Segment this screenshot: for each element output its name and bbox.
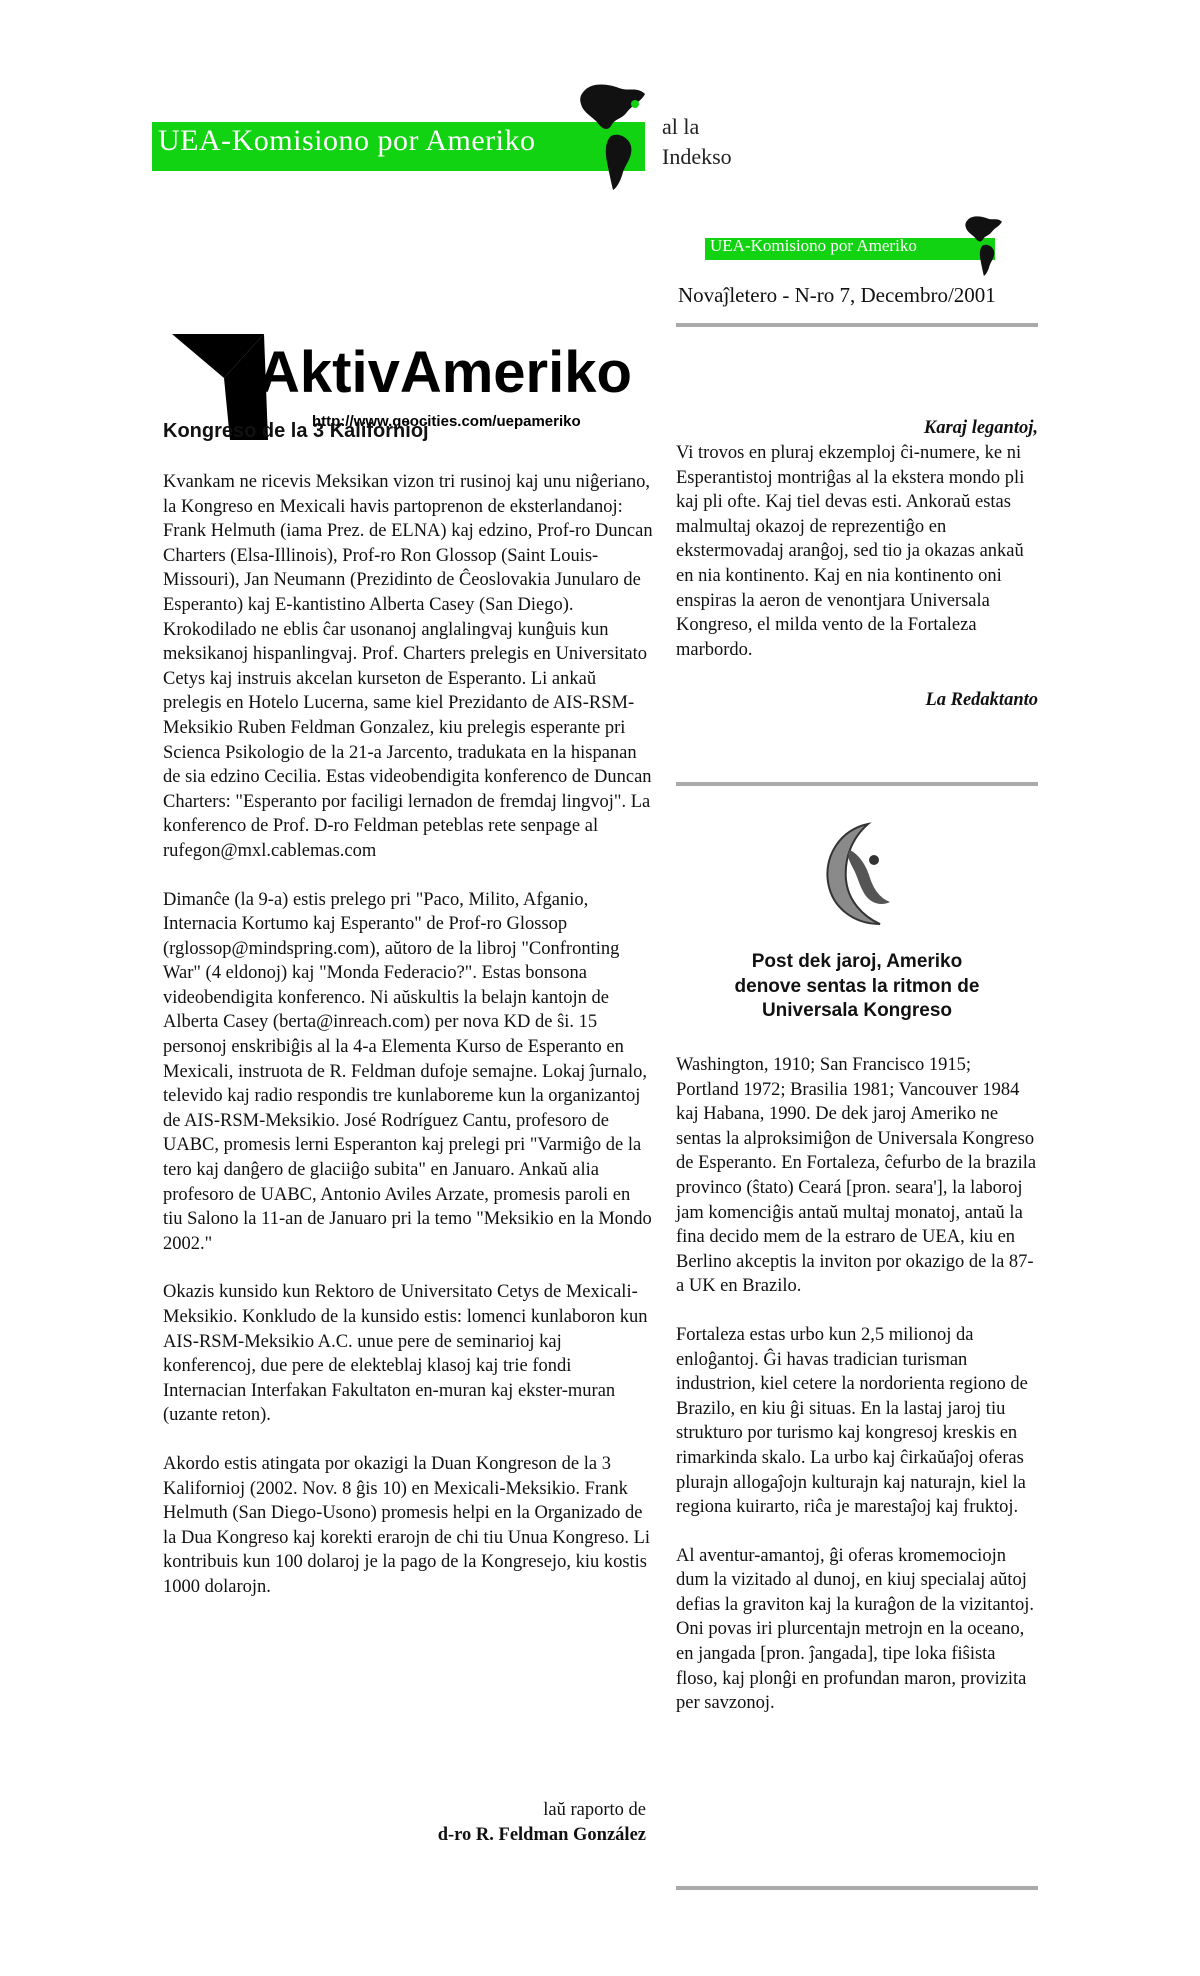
editor-signature: La Redaktanto [925, 690, 1038, 710]
crescent-moon-logo-icon [810, 820, 902, 930]
post-headline [676, 950, 1038, 1024]
left-article [163, 470, 653, 1624]
right-article [676, 1053, 1038, 1740]
small-banner-title: UEA-Komisiono por Ameriko [710, 236, 917, 255]
left-headline: Kongreso de la 3 Kalifornioj [163, 420, 429, 442]
editorial-text: Vi trovos en pluraj ekzemploj ĉi-numere, ke ni Esperantistoj montriĝas al la ekstera mondo pli kaj pli ofte. Kaj tiel devas esti. Ankoraŭ estas malmultaj okazoj de reprezentiĝo en ekstermovadaj aranĝoj, sed tio ja okazas ankaŭ en nia kontinento. Kaj en nia kontinento oni enspiras la aeron de venontjara Universala Kongreso, el milda vento de la Fortaleza marbordo. [676, 443, 1025, 660]
divider-rule [676, 323, 1038, 327]
left-paragraph: Akordo estis atingata por okazigi la Duan Kongreson de la 3 Kalifornioj (2002. Nov. 8 ĝis 10) en Mexicali-Meksikio. Frank Helmuth (San Diego-Usono) promesis helpi en la Organizado de la Dua Kongreso kaj korekti erarojn de chi tiu Unua Kongreso. Li kontribuis kun 100 dolaroj je la pago de la Kongresejo, kiu kostis 1000 dolarojn. [163, 1453, 651, 1597]
right-paragraph: Washington, 1910; San Francisco 1915; Portland 1972; Brasilia 1981; Vancouver 1984 kaj Habana, 1990. De dek jaroj Ameriko ne sentas la alproksimiĝon de Universala Kongreso de Esperanto. En Fortaleza, ĉefurbo de la brazila provinco (ŝtato) Ceará [pron. seara'], la laboroj jam komenciĝis antaŭ multaj monatoj, antaŭ la fina decido mem de la estraro de UEA, kiu en Berlino akceptis la inviton por okazigo de la 87-a UK en Brazilo. [676, 1055, 1037, 1297]
banner-title: UEA-Komisiono por Ameriko [158, 124, 536, 157]
post-headline-line: Universala Kongreso [761, 1000, 953, 1021]
report-author: d-ro R. Feldman González [437, 1825, 646, 1845]
right-paragraph: Fortaleza estas urbo kun 2,5 milionoj da enloĝantoj. Ĝi havas tradician turisman industrion, kiel cetere la nordorienta regiono de Brazilo, en kiu ĝi situas. En la lastaj jaroj tiu strukturo por turismo kaj kongresoj kreskis en rimarkinda skalo. La urbo kaj ĉirkaŭaĵoj oferas plurajn allogaĵojn kulturajn kaj naturajn, kiel la regiona kuirarto, riĉa je marestaĵoj kaj fruktoj. [676, 1324, 1028, 1518]
report-line: laŭ raporto de [543, 1800, 646, 1820]
left-paragraph: Dimanĉe (la 9-a) estis prelego pri "Paco, Milito, Afganio, Internacia Kortumo kaj Esperanto" de Prof-ro Glossop (rglossop@mindspring.com), aŭtoro de la libroj "Confronting War" (4 eldonoj) kaj "Monda Federacio?". Estas bonsona videobendigita konferenco. Ni aŭskultis la belajn kantojn de Alberta Casey (berta@inreach.com) per nova KD de ŝi. 15 personoj enskribiĝis al la 4-a Elementa Kurso de Esperanto en Mexicali, instruota de R. Feldman dufoje semajne. Lokaj ĵurnalo, televido kaj radio respondis tre kunlaboreme kun la organizantoj de AIS-RSM-Meksikio. José Rodríguez Cantu, profesoro de UABC, promesis lerni Esperanton kaj prelegi pri "Varmiĝo de la tero kaj danĝero de glaciiĝo subita" en Januaro. Ankaŭ alia profesoro de UABC, Antonio Aviles Arzate, promesis paroli en tiu Salono la 11-an de Januaro pri la temo "Meksikio en la Mondo 2002." [163, 889, 652, 1254]
right-paragraph: Al aventur-amantoj, ĝi oferas kromemociojn dum la vizitado al dunoj, en kiuj specialaj aŭtoj defias la graviton kaj la kuraĝon de la vizitantoj. Oni povas iri plurcentajn metrojn en la oceano, en jangada [pron. ĵangada], tipe loka fiŝista floso, kaj plonĝi en profundan maron, provizita per savzonoj. [676, 1545, 1035, 1714]
banner-side-line1: al la [662, 114, 700, 139]
masthead-name: AktivAmeriko [258, 340, 632, 405]
left-paragraph: Kvankam ne ricevis Meksikan vizon tri rusinoj kaj unu niĝeriano, la Kongreso en Mexicali havis partoprenon de eksterlandanoj: Frank Helmuth (iama Prez. de ELNA) kaj edzino, Prof-ro Duncan Charters (Elsa-Illinois), Prof-ro Ron Glossop (Saint Louis-Missouri), Jan Neumann (Prezidinto de Ĉeoslovakia Junularo de Esperanto) kaj E-kantistino Alberta Casey (San Diego). Krokodilado ne eblis ĉar usonanoj anglalingvaj kunĝuis kun meksikanoj hispanlingvaj. Prof. Charters prelegis en Universitato Cetys kaj instruis akcelan kurseton de Esperanto. Li ankaŭ prelegis en Hotelo Lucerna, same kiel Prezidanto de AIS-RSM-Meksikio Ruben Feldman Gonzalez, kiu prelegis esperante pri Scienca Psikologio de la 21-a Jarcento, tradukata en la hispanan de sia edzino Cecilia. Estas videobendigita konferenco de Duncan Charters: "Esperanto por faciligi lernadon de fremdaj lingvoj". La konferenco de Prof. D-ro Feldman peteblas rete senpage al rufegon@mxl.cablemas.com [163, 472, 653, 861]
divider-rule [676, 782, 1038, 786]
issue-line: Novaĵletero - N-ro 7, Decembro/2001 [678, 283, 996, 307]
divider-rule [676, 1886, 1038, 1890]
americas-globe-icon [575, 82, 655, 192]
report-credit [300, 1798, 646, 1848]
banner-side-line2: Indekso [662, 144, 732, 169]
small-globe-icon [960, 215, 1010, 277]
post-headline-line: denove sentas la ritmon de [734, 975, 980, 997]
banner-side-text[interactable] [662, 112, 732, 172]
left-paragraph: Okazis kunsido kun Rektoro de Universitato Cetys de Mexicali-Meksikio. Konkludo de la kunsido estis: lomenci kunlaboron kun AIS-RSM-Meksikio A.C. unue pere de seminarioj kaj konferencoj, due pere de elekteblaj klasoj kaj trie fondi Internacian Interfakan Fakultaton en-muran kaj ekster-muran (uzante reton). [163, 1282, 648, 1426]
masthead-url[interactable]: http://www.geocities.com/uepameriko [312, 413, 581, 430]
editorial-greeting: Karaj legantoj, [923, 418, 1038, 438]
post-headline-line: Post dek jaroj, Ameriko [751, 951, 963, 972]
